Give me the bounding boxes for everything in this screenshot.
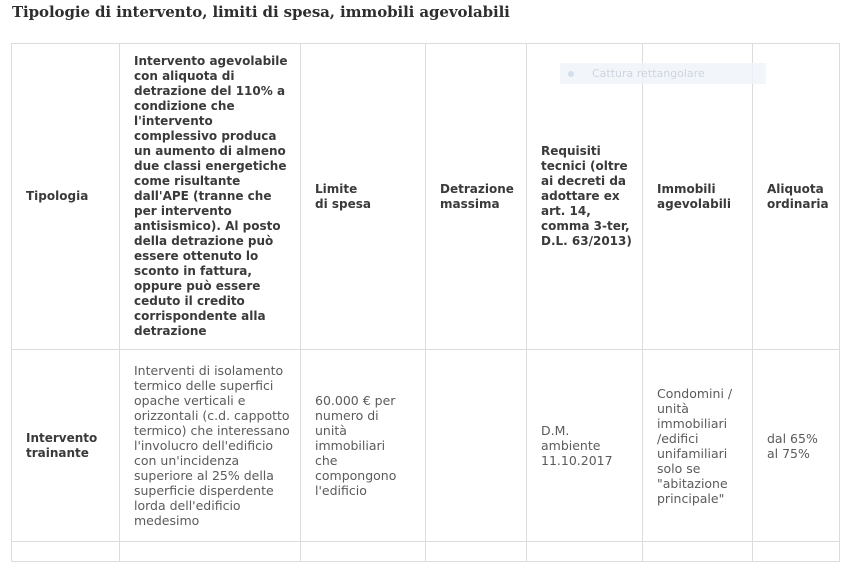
capture-icon [568, 71, 574, 77]
cell-immobili: Condomini / unità immobiliari /edifici unifamiliari solo se "abitazione principale" [643, 350, 753, 542]
cell-empty [753, 542, 840, 562]
cell-aliquota: dal 65% al 75% [753, 350, 840, 542]
header-intervento-agevolabile: Intervento agevolabile con aliquota di detrazione del 110% a condizione che l'intervento complessivo produca un aumento di almeno due classi energetiche come risultante dall'APE (tranne che per intervento antisismico). Al posto della detrazione può essere ottenuto lo sconto in fattura, oppure può essere ceduto il credito corrispondente alla detrazione [120, 44, 301, 350]
header-detrazione-massima: Detrazione massima [426, 44, 527, 350]
cell-limite-spesa: 60.000 € per numero di unità immobiliari che compongono l'edificio [301, 350, 426, 542]
cell-empty [643, 542, 753, 562]
cell-tipologia: Intervento trainante [12, 350, 120, 542]
header-limite-di-spesa: Limite di spesa [301, 44, 426, 350]
cell-intervento: Interventi di isolamento termico delle superfici opache verticali e orizzontali (c.d. cappotto termico) che interessano l'involucro dell'edificio con un'incidenza superiore al 25% della superficie disperdente lorda dell'edificio medesimo [120, 350, 301, 542]
header-immobili-agevolabili: Immobili agevolabili [643, 44, 753, 350]
cell-empty [12, 542, 120, 562]
cell-empty [527, 542, 643, 562]
data-table [11, 43, 840, 562]
table-row [12, 542, 840, 562]
cell-empty [120, 542, 301, 562]
table-row [12, 350, 840, 542]
cell-detrazione [426, 350, 527, 542]
cell-empty [426, 542, 527, 562]
cell-empty [301, 542, 426, 562]
table-header-row [12, 44, 840, 350]
header-aliquota-ordinaria: Aliquota ordinaria [753, 44, 840, 350]
capture-label: Cattura rettangolare [592, 67, 705, 80]
header-tipologia: Tipologia [12, 44, 120, 350]
capture-tooltip [560, 63, 766, 84]
header-requisiti-tecnici: Requisiti tecnici (oltre ai decreti da adottare ex art. 14, comma 3-ter, D.L. 63/2013) [527, 44, 643, 350]
page-title: Tipologie di intervento, limiti di spesa, immobili agevolabili [12, 3, 510, 21]
cell-requisiti: D.M. ambiente 11.10.2017 [527, 350, 643, 542]
